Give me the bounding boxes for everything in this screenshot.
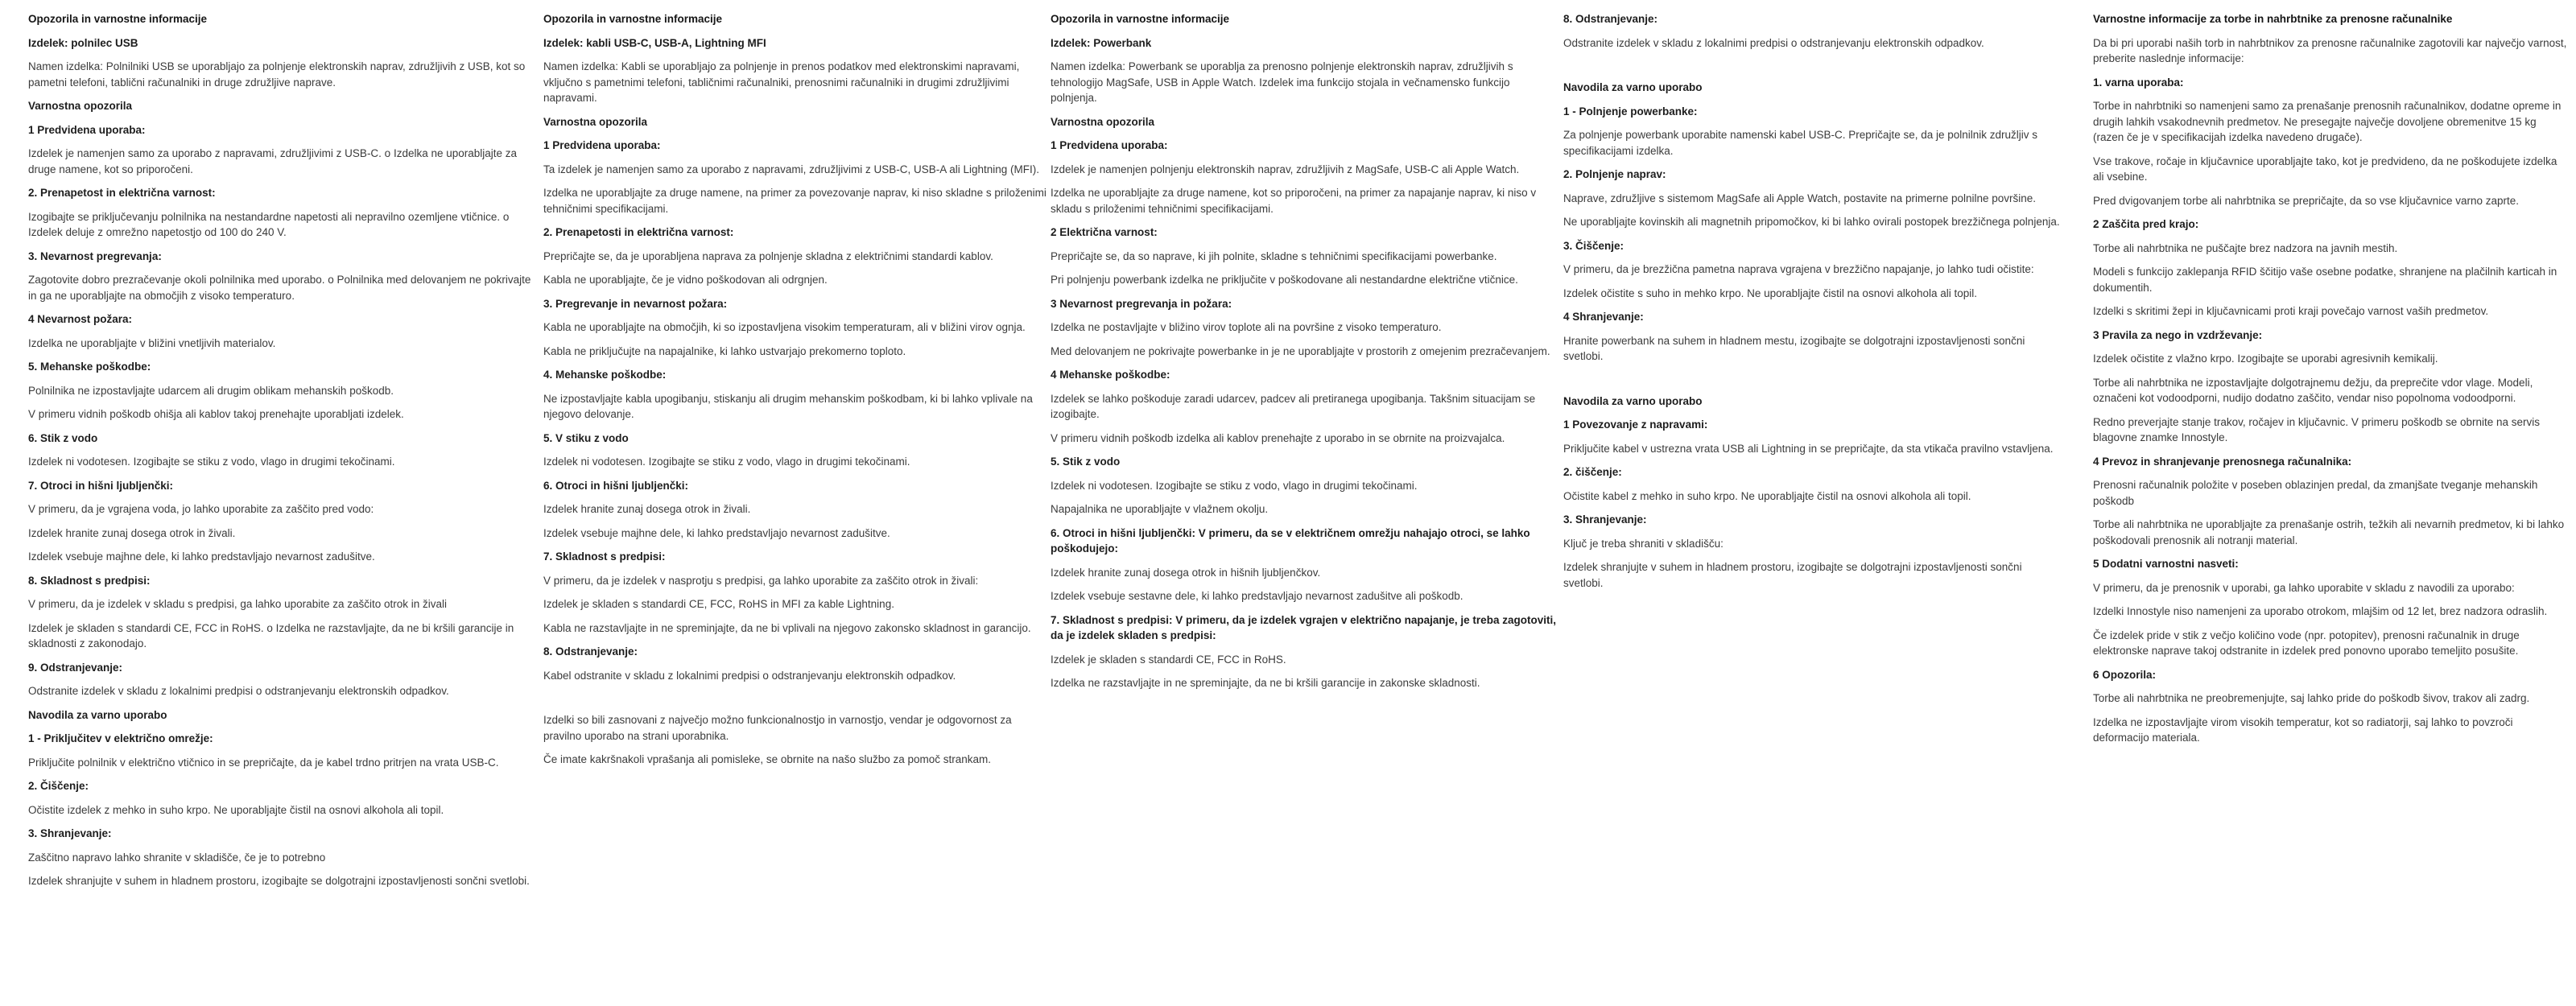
paragraph: Torbe ali nahrbtnika ne puščajte brez nadzora na javnih mestih. xyxy=(2093,241,2398,254)
subheading: Izdelek: polnilec USB xyxy=(28,36,138,49)
column-powerbank-warnings xyxy=(1051,11,1556,699)
paragraph: Napajalnika ne uporabljajte v vlažnem okolju. xyxy=(1051,503,1269,515)
paragraph-gap xyxy=(1563,59,2062,80)
paragraph: Izdelek shranjujte v suhem in hladnem prostoru, izogibajte se dolgotrajni izpostavljenosti sončni svetlobi. xyxy=(28,875,530,887)
subheading: 4 Mehanske poškodbe: xyxy=(1051,369,1170,381)
paragraph: Ta izdelek je namenjen samo za uporabo z napravami, združljivimi z USB-C, USB-A ali Lightning (MFI). xyxy=(543,163,1039,175)
paragraph: Ključ je treba shraniti v skladišču: xyxy=(1563,537,1724,550)
paragraph: Pri polnjenju powerbank izdelka ne priključite v poškodovane ali nestandardne električne vtičnice. xyxy=(1051,274,1518,286)
paragraph: Med delovanjem ne pokrivajte powerbanke in je ne uporabljajte v prostorih z omejenim prezračevanjem. xyxy=(1051,344,1550,357)
section-title: Opozorila in varnostne informacije xyxy=(543,13,723,25)
paragraph: Priključite kabel v ustrezna vrata USB ali Lightning in se prepričajte, da sta vtikača pravilno vstavljena. xyxy=(1563,442,2054,455)
paragraph: Izdelek je skladen s standardi CE, FCC in RoHS. xyxy=(1051,653,1286,666)
paragraph: V primeru, da je izdelek v nasprotju s predpisi, ga lahko uporabite za zaščito otrok in živali: xyxy=(543,574,979,587)
column-powerbank-and-cable-usage xyxy=(1563,11,2062,599)
paragraph: Izdelek je skladen s standardi CE, FCC, RoHS in MFI za kable Lightning. xyxy=(543,598,894,610)
subheading: 2. Prenapetosti in električna varnost: xyxy=(543,226,734,238)
subheading: 1 Predvidena uporaba: xyxy=(543,139,661,151)
paragraph: Izdelek je skladen s standardi CE, FCC in RoHS. o Izdelka ne razstavljajte, da ne bi kršili garancije in skladnosti z zakonodajo. xyxy=(28,621,514,649)
subheading: 5. V stiku z vodo xyxy=(543,431,629,444)
subheading: 4 Nevarnost požara: xyxy=(28,313,133,325)
subheading: 3. Pregrevanje in nevarnost požara: xyxy=(543,297,728,310)
paragraph-gap xyxy=(543,691,1049,712)
paragraph: Kabla ne razstavljajte in ne spreminjajte, da ne bi vplivali na njegovo zakonsko skladnost in garancijo. xyxy=(543,621,1031,634)
paragraph: Kabel odstranite v skladu z lokalnimi predpisi o odstranjevanju elektronskih odpadkov. xyxy=(543,669,956,682)
paragraph: V primeru, da je vgrajena voda, jo lahko uporabite za zaščito pred vodo: xyxy=(28,503,374,515)
paragraph: Očistite izdelek z mehko in suho krpo. Ne uporabljajte čistil na osnovi alkohola ali topil. xyxy=(28,803,444,816)
paragraph: Ne izpostavljajte kabla upogibanju, stiskanju ali drugim mehanskim poškodbam, ki bi lahko vplivale na njegovo delovanje. xyxy=(543,392,1033,420)
subheading: 3. Nevarnost pregrevanja: xyxy=(28,249,162,262)
subheading: Izdelek: kabli USB-C, USB-A, Lightning MFI xyxy=(543,36,766,49)
paragraph: Izdelek hranite zunaj dosega otrok in hišnih ljubljenčkov. xyxy=(1051,566,1321,579)
paragraph: Izdelek je namenjen polnjenju elektronskih naprav, združljivih z MagSafe, USB-C ali Apple Watch. xyxy=(1051,163,1520,175)
subheading: 6 Opozorila: xyxy=(2093,668,2157,681)
paragraph: Izdelek ni vodotesen. Izogibajte se stiku z vodo, vlago in drugimi tekočinami. xyxy=(28,456,395,468)
section-title: Varnostne informacije za torbe in nahrbtnike za prenosne računalnike xyxy=(2093,13,2453,25)
paragraph: V primeru vidnih poškodb ohišja ali kablov takoj prenehajte uporabljati izdelek. xyxy=(28,408,404,420)
paragraph: Izdelek očistite s suho in mehko krpo. Ne uporabljajte čistil na osnovi alkohola ali topil. xyxy=(1563,287,1978,299)
paragraph: Namen izdelka: Kabli se uporabljajo za polnjenje in prenos podatkov med elektronskimi napravami, vključno s pametnimi telefoni, tabličnimi računalniki, prenosnimi računalniki in drugimi združljivimi napravami. xyxy=(543,60,1020,104)
paragraph: Naprave, združljive s sistemom MagSafe ali Apple Watch, postavite na primerne polnilne površine. xyxy=(1563,192,2037,204)
paragraph: Izdelek ni vodotesen. Izogibajte se stiku z vodo, vlago in drugimi tekočinami. xyxy=(543,456,910,468)
paragraph: Polnilnika ne izpostavljajte udarcem ali drugim oblikam mehanskih poškodb. xyxy=(28,384,394,397)
paragraph: Izdelek vsebuje majhne dele, ki lahko predstavljajo nevarnost zadušitve. xyxy=(28,550,375,563)
paragraph: Torbe ali nahrbtnika ne izpostavljajte dolgotrajnemu dežju, da preprečite vdor vlage. Modeli, označeni kot vodoodporni, nudijo dodatno zaščito, vendar niso popolnoma vodoodporni. xyxy=(2093,376,2533,404)
subheading: Varnostna opozorila xyxy=(28,100,133,112)
subheading: 6. Stik z vodo xyxy=(28,431,98,444)
paragraph: Prenosni računalnik položite v poseben oblazinjen predal, da zmanjšate tveganje mehanskih poškodb xyxy=(2093,479,2538,507)
paragraph: V primeru, da je brezžična pametna naprava vgrajena v brezžično napajanje, jo lahko tudi očistite: xyxy=(1563,263,2034,275)
paragraph: Izdelka ne postavljajte v bližino virov toplote ali na površine z visoko temperaturo. xyxy=(1051,321,1442,333)
subheading: 1 - Polnjenje powerbanke: xyxy=(1563,105,1698,118)
section-title: Opozorila in varnostne informacije xyxy=(28,13,208,25)
subheading: 2 Električna varnost: xyxy=(1051,226,1158,238)
paragraph: V primeru vidnih poškodb izdelka ali kablov prenehajte z uporabo in se obrnite na proizvajalca. xyxy=(1051,431,1505,444)
paragraph: Prepričajte se, da so naprave, ki jih polnite, skladne s tehničnimi specifikacijami powerbanke. xyxy=(1051,249,1497,262)
subheading: 1 Povezovanje z napravami: xyxy=(1563,418,1708,431)
subheading: 8. Odstranjevanje: xyxy=(1563,13,1658,25)
paragraph: Izogibajte se priključevanju polnilnika na nestandardne napetosti ali nepravilno ozemljene vtičnice. o Izdelek deluje z omrežno napetostjo od 100 do 240 V. xyxy=(28,210,510,238)
paragraph: Izdelek shranjujte v suhem in hladnem prostoru, izogibajte se dolgotrajni izpostavljenosti sončni svetlobi. xyxy=(1563,561,2022,589)
paragraph: Torbe ali nahrbtnika ne uporabljajte za prenašanje ostrih, težkih ali nevarnih predmetov, ki bi lahko poškodovali prenosnik ali notranji material. xyxy=(2093,518,2565,546)
paragraph: Hranite powerbank na suhem in hladnem mestu, izogibajte se dolgotrajni izpostavljenosti sončni svetlobi. xyxy=(1563,334,2025,362)
paragraph: Kabla ne uporabljajte, če je vidno poškodovan ali odrgnjen. xyxy=(543,274,828,286)
paragraph: Torbe ali nahrbtnika ne preobremenjujte, saj lahko pride do poškodb šivov, trakov ali zadrg. xyxy=(2093,692,2530,704)
subheading: 7. Skladnost s predpisi: xyxy=(543,550,666,563)
subheading: 3 Pravila za nego in vzdrževanje: xyxy=(2093,328,2263,341)
subheading: 9. Odstranjevanje: xyxy=(28,661,123,674)
subheading: 3. Shranjevanje: xyxy=(1563,513,1647,526)
paragraph: Izdelek očistite z vlažno krpo. Izogibajte se uporabi agresivnih kemikalij. xyxy=(2093,353,2438,365)
subheading: 1 Predvidena uporaba: xyxy=(28,123,146,136)
paragraph: Izdelek hranite zunaj dosega otrok in živali. xyxy=(543,503,751,515)
paragraph: Izdelka ne uporabljajte za druge namene, kot so priporočeni, na primer za napajanje naprav, ki niso v skladu s priloženimi tehničnimi specifikacijami. xyxy=(1051,187,1537,215)
subheading: 2. Čiščenje: xyxy=(28,780,89,792)
subheading: 1. varna uporaba: xyxy=(2093,76,2184,89)
paragraph: Če izdelek pride v stik z večjo količino vode (npr. potopitev), prenosni računalnik in druge elektronske naprave takoj odstranite in izdelek pred ponovno uporabo temeljito posušite. xyxy=(2093,629,2520,657)
subheading: Navodila za varno uporabo xyxy=(28,708,167,721)
paragraph: Kabla ne priključujte na napajalnike, ki lahko ustvarjajo prekomerno toploto. xyxy=(543,344,906,357)
paragraph: Odstranite izdelek v skladu z lokalnimi predpisi o odstranjevanju elektronskih odpadkov. xyxy=(1563,36,1984,49)
subheading: Navodila za varno uporabo xyxy=(1563,81,1703,93)
paragraph: Izdelek vsebuje majhne dele, ki lahko predstavljajo nevarnost zadušitve. xyxy=(543,526,890,539)
subheading: 1 Predvidena uporaba: xyxy=(1051,139,1168,151)
subheading: 3. Čiščenje: xyxy=(1563,239,1624,252)
subheading: 2. čiščenje: xyxy=(1563,466,1622,478)
subheading: 7. Skladnost s predpisi: V primeru, da je izdelek vgrajen v električno napajanje, je treba zagotoviti, da je izdelek skladen s predpisi: xyxy=(1051,613,1556,641)
paragraph: Izdelka ne razstavljajte in ne spreminjajte, da ne bi kršili garancije in zakonske skladnosti. xyxy=(1051,677,1480,689)
subheading: 4. Mehanske poškodbe: xyxy=(543,369,667,381)
paragraph: Namen izdelka: Powerbank se uporablja za prenosno polnjenje elektronskih naprav, združljivih s tehnologijo MagSafe, USB in Apple Watch. Izdelek ima funkcijo stojala in večnamensko funkcijo polnjenja. xyxy=(1051,60,1513,104)
paragraph: V primeru, da je prenosnik v uporabi, ga lahko uporabite v skladu z navodili za uporabo: xyxy=(2093,581,2515,594)
paragraph: Da bi pri uporabi naših torb in nahrbtnikov za prenosne računalnike zagotovili kar največjo varnost, preberite naslednje informacije: xyxy=(2093,36,2567,64)
paragraph: Ne uporabljajte kovinskih ali magnetnih pripomočkov, ki bi lahko ovirali postopek brezžičnega polnjenja. xyxy=(1563,216,2060,228)
subheading: Navodila za varno uporabo xyxy=(1563,394,1703,407)
subheading: Varnostna opozorila xyxy=(543,115,648,128)
subheading: 6. Otroci in hišni ljubljenčki: xyxy=(543,479,689,492)
paragraph: Zaščitno napravo lahko shranite v skladišče, če je to potrebno xyxy=(28,851,326,864)
paragraph: Izdelki s skritimi žepi in ključavnicami proti kraji povečajo varnost vaših predmetov. xyxy=(2093,305,2489,317)
paragraph: Redno preverjajte stanje trakov, ročajev in ključavnic. V primeru poškodb se obrnite na servis blagovne znamke Innostyle. xyxy=(2093,415,2541,443)
subheading: 5 Dodatni varnostni nasveti: xyxy=(2093,558,2239,570)
paragraph: Pred dvigovanjem torbe ali nahrbtnika se prepričajte, da so vse ključavnice varno zaprte. xyxy=(2093,194,2520,207)
paragraph: Izdelek hranite zunaj dosega otrok in živali. xyxy=(28,526,236,539)
column-cables-warnings xyxy=(543,11,1049,776)
paragraph: Kabla ne uporabljajte na območjih, ki so izpostavljena visokim temperaturam, ali v bližini virov ognja. xyxy=(543,321,1026,333)
paragraph: Izdelka ne uporabljajte v bližini vnetljivih materialov. xyxy=(28,336,276,349)
column-laptop-bags-safety xyxy=(2093,11,2570,754)
subheading: 5. Mehanske poškodbe: xyxy=(28,361,151,373)
subheading: 2. Polnjenje naprav: xyxy=(1563,168,1666,180)
paragraph: Zagotovite dobro prezračevanje okoli polnilnika med uporabo. o Polnilnika med delovanjem ne pokrivajte in ga ne uporabljajte na območjih z visoko temperaturo. xyxy=(28,274,531,302)
paragraph: Izdelek se lahko poškoduje zaradi udarcev, padcev ali pretiranega upogibanja. Takšnim situacijam se izogibajte. xyxy=(1051,392,1536,420)
column-usb-charger-warnings xyxy=(28,11,534,897)
subheading: Varnostna opozorila xyxy=(1051,115,1155,128)
subheading: 4 Shranjevanje: xyxy=(1563,311,1644,323)
paragraph: Izdelka ne izpostavljajte virom visokih temperatur, kot so radiatorji, saj lahko to povzroči deformacijo materiala. xyxy=(2093,715,2513,744)
paragraph: Za polnjenje powerbank uporabite namenski kabel USB-C. Prepričajte se, da je polnilnik združljiv s specifikacijami izdelka. xyxy=(1563,129,2038,157)
subheading: Izdelek: Powerbank xyxy=(1051,36,1152,49)
paragraph: Namen izdelka: Polnilniki USB se uporabljajo za polnjenje elektronskih naprav, združljivih z USB, kot so pametni telefoni, tablični računalniki in druge združljive naprave. xyxy=(28,60,526,89)
paragraph: Torbe in nahrbtniki so namenjeni samo za prenašanje prenosnih računalnikov, dodatne opreme in drugih lahkih vsakodnevnih predmetov. Ne presegajte največje dovoljene obremenitve 15 kg (razen če je v specifikacijah izdelka navedeno drugače). xyxy=(2093,100,2562,143)
paragraph: Izdelki Innostyle niso namenjeni za uporabo otrokom, mlajšim od 12 let, brez nadzora odraslih. xyxy=(2093,605,2548,617)
paragraph: Izdelek ni vodotesen. Izogibajte se stiku z vodo, vlago in drugimi tekočinami. xyxy=(1051,479,1418,492)
section-title: Opozorila in varnostne informacije xyxy=(1051,13,1230,25)
paragraph-gap xyxy=(1563,373,2062,394)
subheading: 3 Nevarnost pregrevanja in požara: xyxy=(1051,297,1232,310)
subheading: 6. Otroci in hišni ljubljenčki: V primeru, da se v električnem omrežju nahajajo otroci, se lahko poškodujejo: xyxy=(1051,526,1530,555)
subheading: 8. Odstranjevanje: xyxy=(543,645,638,658)
paragraph: Odstranite izdelek v skladu z lokalnimi predpisi o odstranjevanju elektronskih odpadkov. xyxy=(28,685,449,697)
subheading: 8. Skladnost s predpisi: xyxy=(28,574,151,587)
subheading: 1 - Priključitev v električno omrežje: xyxy=(28,732,213,744)
paragraph: Če imate kakršnakoli vprašanja ali pomisleke, se obrnite na našo službo za pomoč strankam. xyxy=(543,753,992,765)
subheading: 7. Otroci in hišni ljubljenčki: xyxy=(28,479,174,492)
subheading: 3. Shranjevanje: xyxy=(28,827,112,839)
subheading: 5. Stik z vodo xyxy=(1051,456,1121,468)
paragraph: Izdelek je namenjen samo za uporabo z napravami, združljivimi z USB-C. o Izdelka ne uporabljajte za druge namene, kot so priporočeni. xyxy=(28,147,518,175)
paragraph: Priključite polnilnik v električno vtičnico in se prepričajte, da je kabel trdno pritrjen na vrata USB-C. xyxy=(28,756,499,769)
subheading: 4 Prevoz in shranjevanje prenosnega računalnika: xyxy=(2093,455,2352,468)
subheading: 2. Prenapetost in električna varnost: xyxy=(28,187,216,199)
paragraph: Prepričajte se, da je uporabljena naprava za polnjenje skladna z električnimi standardi kablov. xyxy=(543,249,993,262)
subheading: 2 Zaščita pred krajo: xyxy=(2093,218,2199,230)
paragraph: Izdelek vsebuje sestavne dele, ki lahko predstavljajo nevarnost zadušitve ali poškodb. xyxy=(1051,590,1463,602)
paragraph: Izdelka ne uporabljajte za druge namene, na primer za povezovanje naprav, ki niso skladne s priloženimi tehničnimi specifikacijami. xyxy=(543,187,1046,215)
paragraph: Očistite kabel z mehko in suho krpo. Ne uporabljajte čistil na osnovi alkohola ali topil. xyxy=(1563,489,1971,502)
paragraph: V primeru, da je izdelek v skladu s predpisi, ga lahko uporabite za zaščito otrok in živali xyxy=(28,598,448,610)
paragraph: Vse trakove, ročaje in ključavnice uporabljajte tako, kot je predvideno, da ne poškodujete izdelka ali vsebine. xyxy=(2093,155,2557,183)
paragraph: Izdelki so bili zasnovani z največjo možno funkcionalnostjo in varnostjo, vendar je odgovornost za pravilno uporabo na strani uporabnika. xyxy=(543,714,1012,742)
paragraph: Modeli s funkcijo zaklepanja RFID ščitijo vaše osebne podatke, shranjene na plačilnih karticah in dokumentih. xyxy=(2093,266,2557,294)
